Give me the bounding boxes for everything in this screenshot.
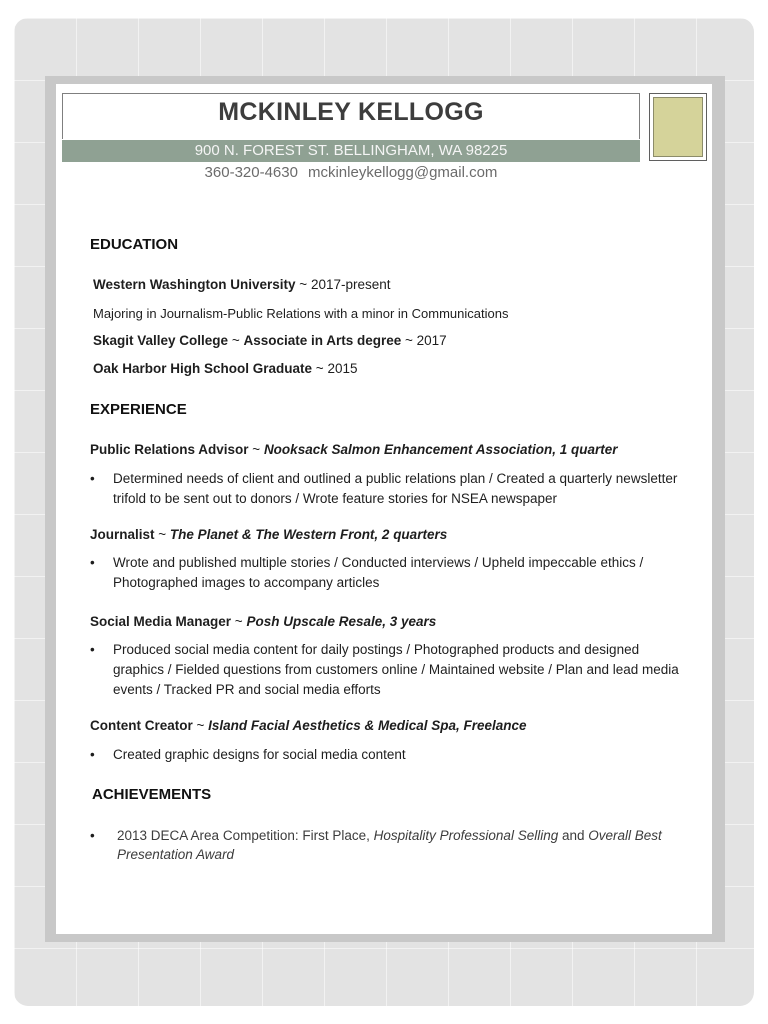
education-entry-svc (93, 333, 447, 348)
wwu-separator: ~ (295, 277, 311, 292)
wwu-school: Western Washington University (93, 277, 296, 292)
job-title: Content Creator (90, 718, 193, 733)
job-bullet (90, 469, 680, 509)
bullet-icon: • (90, 828, 95, 843)
resume-page (56, 84, 712, 934)
ohhs-school: Oak Harbor High School Graduate (93, 361, 313, 376)
education-heading: EDUCATION (90, 236, 179, 253)
achievement-italic-2: Overall Best Presentation Award (117, 828, 662, 862)
resume-name: MCKINLEY KELLOGG (218, 98, 484, 126)
job-title-line (90, 527, 447, 542)
wwu-years: 2017-present (310, 277, 391, 292)
contact-line (62, 164, 640, 181)
achievement-part-2: and (558, 828, 589, 843)
svc-school: Skagit Valley College (93, 333, 229, 348)
svc-separator-2: ~ (401, 333, 417, 348)
education-entry-ohhs (93, 361, 357, 376)
phone-number: 360-320-4630 (204, 164, 298, 181)
job-bullet-text: Wrote and published multiple stories / Conducted interviews / Upheld impeccable ethics / Photographed images to accompany articles (113, 555, 644, 590)
job-title: Social Media Manager (90, 614, 232, 629)
job-organization: Island Facial Aesthetics & Medical Spa, Freelance (208, 718, 527, 733)
job-title-line (90, 614, 436, 629)
wwu-major: Majoring in Journalism-Public Relations with a minor in Communications (93, 306, 509, 321)
job-title-line (90, 718, 527, 733)
bullet-icon: • (90, 747, 95, 762)
job-separator: ~ (192, 718, 209, 733)
job-bullet (90, 640, 680, 700)
bullet-icon: • (90, 471, 95, 486)
job-bullet-text: Determined needs of client and outlined a public relations plan / Created a quarterly newsletter trifold to be sent out to donors / Wrote feature stories for NSEA newspaper (113, 471, 678, 506)
achievement-item (90, 826, 680, 864)
job-title: Journalist (90, 527, 155, 542)
ohhs-year: 2015 (327, 361, 358, 376)
job-bullet-text: Created graphic designs for social media content (113, 747, 406, 762)
job-organization: Posh Upscale Resale, 3 years (246, 614, 437, 629)
address-bar: 900 N. FOREST ST. BELLINGHAM, WA 98225 (62, 140, 640, 162)
job-separator: ~ (231, 614, 247, 629)
achievement-italic-1: Hospitality Professional Selling (373, 828, 559, 843)
accent-square-fill (653, 97, 703, 157)
job-separator: ~ (154, 527, 170, 542)
achievement-part-1: 2013 DECA Area Competition: First Place, (117, 828, 374, 843)
ohhs-separator: ~ (312, 361, 328, 376)
bullet-icon: • (90, 642, 95, 657)
job-title: Public Relations Advisor (90, 442, 249, 457)
email-address: mckinleykellogg@gmail.com (307, 164, 498, 181)
achievements-heading: ACHIEVEMENTS (92, 786, 212, 803)
accent-square (649, 93, 707, 161)
job-organization: The Planet & The Western Front, 2 quarters (169, 527, 448, 542)
svc-separator-1: ~ (228, 333, 244, 348)
education-entry-wwu (93, 277, 391, 292)
job-organization: Nooksack Salmon Enhancement Association, 1 quarter (263, 442, 618, 457)
job-separator: ~ (248, 442, 264, 457)
job-bullet (90, 745, 680, 765)
svc-degree: Associate in Arts degree (243, 333, 402, 348)
experience-heading: EXPERIENCE (90, 401, 187, 418)
job-bullet-text: Produced social media content for daily postings / Photographed products and designed graphics / Fielded questions from customers online / Maintained website / Plan and lead media events / Tracked PR and social media efforts (113, 642, 679, 697)
bullet-icon: • (90, 555, 95, 570)
achievement-text (117, 826, 680, 864)
job-title-line (90, 442, 618, 457)
job-bullet (90, 553, 680, 593)
svc-year: 2017 (416, 333, 447, 348)
